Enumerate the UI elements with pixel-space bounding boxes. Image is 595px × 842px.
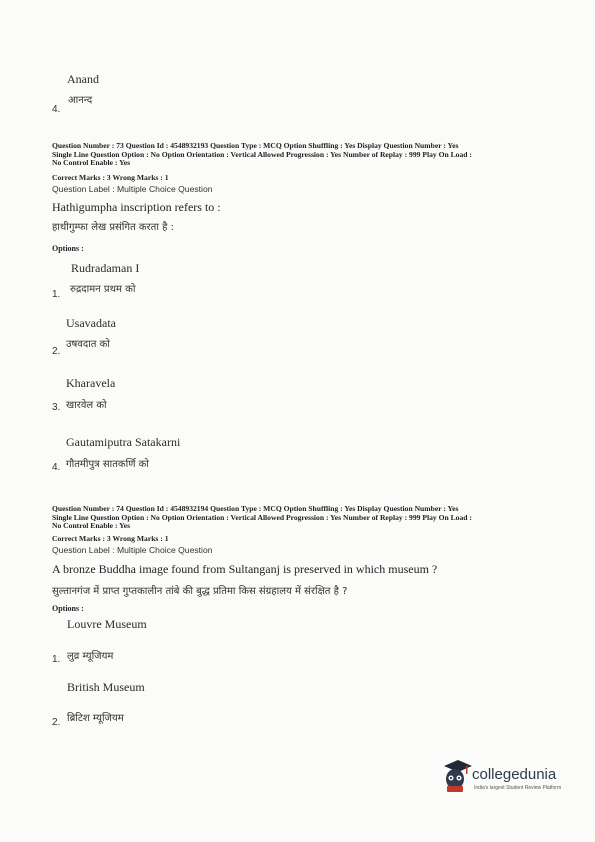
q73-option-3-hi: खारवेल को <box>66 400 107 411</box>
q74-metadata <box>52 505 547 531</box>
prev-option-4-hi: आनन्द <box>68 95 93 106</box>
q73-option-4-hi: गौतमीपुत्र सातकर्णि को <box>66 459 149 470</box>
q73-option-1-en: Rudradaman I <box>71 261 140 275</box>
q73-label: Question Label : Multiple Choice Question <box>52 184 213 194</box>
q73-option-1-hi: रुद्रदामन प्रथम को <box>70 284 136 295</box>
q74-question-en: A bronze Buddha image found from Sultanganj is preserved in which museum ? <box>52 562 438 576</box>
q74-meta-line-3: No Control Enable : Yes <box>52 521 131 531</box>
logo-tagline: India's largest Student Review Platform <box>474 785 562 791</box>
logo-wordmark: collegedunia <box>472 766 557 783</box>
prev-option-4-en: Anand <box>67 72 99 86</box>
q73-meta-line-2: Single Line Question Option : No Option Orientation : Vertical Allowed Progression : Yes Number of Replay : 999 Play On Load : <box>52 149 472 159</box>
q74-meta-line-1: Question Number : 74 Question Id : 4548932194 Question Type : MCQ Option Shuffling : Yes Display Question Number : Yes <box>52 504 459 513</box>
q74-label: Question Label : Multiple Choice Question <box>52 545 213 555</box>
q73-option-2-en: Usavadata <box>66 316 116 330</box>
q73-meta-line-1: Question Number : 73 Question Id : 4548932193 Question Type : MCQ Option Shuffling : Yes Display Question Number : Yes <box>52 141 459 150</box>
q73-option-3-number: 3. <box>52 402 61 413</box>
q74-marks: Correct Marks : 3 Wrong Marks : 1 <box>52 534 169 543</box>
q73-option-2-number: 2. <box>52 346 61 357</box>
q73-question-en: Hathigumpha inscription refers to : <box>52 200 221 214</box>
q74-option-1-en: Louvre Museum <box>67 617 147 631</box>
prev-option-4-number: 4. <box>52 104 61 115</box>
q73-option-3-en: Kharavela <box>66 376 116 390</box>
q73-marks: Correct Marks : 3 Wrong Marks : 1 <box>52 173 169 182</box>
q73-option-2-hi: उषवदात को <box>66 339 110 350</box>
q73-meta-line-3: No Control Enable : Yes <box>52 158 131 168</box>
q74-meta-line-2: Single Line Question Option : No Option Orientation : Vertical Allowed Progression : Yes Number of Replay : 999 Play On Load : <box>52 512 472 522</box>
q73-metadata <box>52 142 547 168</box>
mascot-icon <box>440 758 472 794</box>
q74-question-hi: सुल्तानगंज में प्राप्त गुप्तकालीन तांबे की बुद्ध प्रतिमा किस संग्रहालय में संरक्षित है ? <box>52 586 348 597</box>
q73-question-hi: हाथीगुम्फा लेख प्रसंगित करता है : <box>52 222 174 233</box>
q74-options-heading: Options : <box>52 604 84 613</box>
q74-option-2-hi: ब्रिटिश म्यूजियम <box>67 713 124 724</box>
q74-option-2-number: 2. <box>52 717 61 728</box>
q74-option-2-en: British Museum <box>67 680 145 694</box>
collegedunia-logo <box>440 758 575 798</box>
q73-option-1-number: 1. <box>52 289 61 300</box>
q73-option-4-number: 4. <box>52 462 61 473</box>
q73-option-4-en: Gautamiputra Satakarni <box>66 435 181 449</box>
q74-option-1-hi: लुव्र म्यूजियम <box>67 651 114 662</box>
q73-options-heading: Options : <box>52 244 84 253</box>
q74-option-1-number: 1. <box>52 654 61 665</box>
